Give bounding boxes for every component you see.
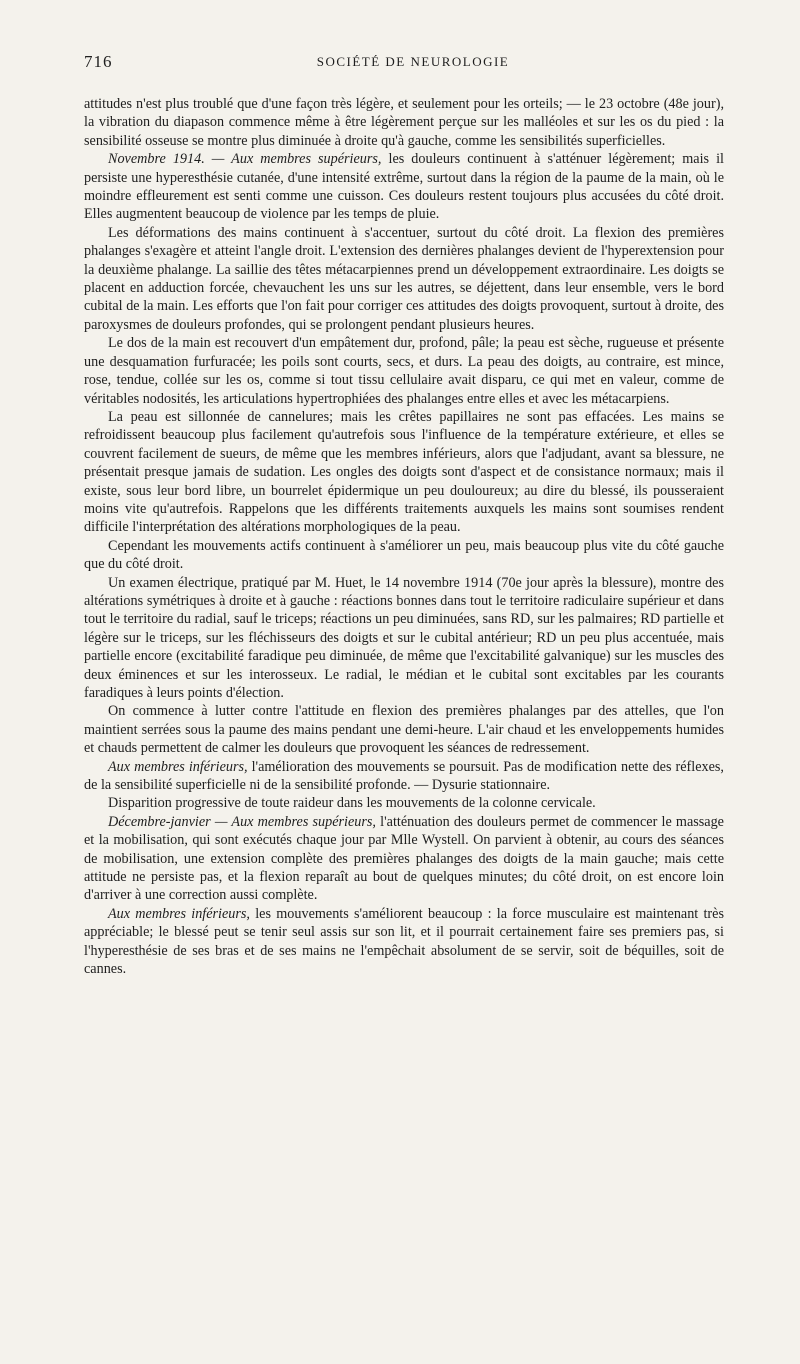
body-text	[84, 95, 724, 979]
paragraph	[84, 334, 724, 408]
paragraph-text: les mouvements s'améliorent beaucoup : la force musculaire est maintenant très appréciable; le blessé peut se tenir seul assis sur son lit, et il pourrait certainement faire ses premiers pas, si l'hyperesthésie de ses bras et de ses mains ne l'empêchait absolument de se servir, soit de béquilles, soit de cannes.	[84, 905, 724, 978]
paragraph-text: Les déformations des mains continuent à s'accentuer, surtout du côté droit. La flexion des premières phalanges s'exagère et atteint l'angle droit. L'extension des dernières phalanges devient de l'hyperextension pour la deuxième phalange. La saillie des têtes métacarpiennes prend un développement extraordinaire. Les doigts se placent en adduction forcée, chevauchent les uns sur les autres, se déjettent, dans leur ensemble, vers le bord cubital de la main. Les efforts que l'on fait pour corriger ces attitudes des doigts provoquent, surtout à droite, des paroxysmes de douleurs profondes, qui se prolongent pendant plusieurs heures.	[84, 224, 724, 333]
paragraph	[84, 905, 724, 979]
paragraph	[84, 537, 724, 574]
paragraph-text: Cependant les mouvements actifs continuent à s'améliorer un peu, mais beaucoup plus vite du côté gauche que du côté droit.	[84, 537, 724, 573]
paragraph	[84, 224, 724, 334]
running-head: SOCIÉTÉ DE NEUROLOGIE	[316, 54, 510, 69]
paragraph	[84, 702, 724, 757]
paragraph	[84, 813, 724, 905]
paragraph	[84, 758, 724, 795]
paragraph	[84, 574, 724, 703]
paragraph-text: les douleurs continuent à s'atténuer légèrement; mais il persiste une hyperesthésie cutanée, d'une intensité extrême, surtout dans la région de la paume de la main, où le moindre effleurement est senti comme une cuisson. Ces douleurs restent toujours plus accusées du côté droit. Elles augmentent beaucoup de violence par les temps de pluie.	[84, 151, 724, 223]
paragraph-text: Le dos de la main est recouvert d'un empâtement dur, profond, pâle; la peau est sèche, rugueuse et présente une desquamation furfuracée; les poils sont courts, secs, et durs. La peau des doigts, au contraire, est mince, rose, tendue, collée sur les os, comme si tout tissu cellulaire avait disparu, ce qui met en valeur, comme de véritables nodosités, les articulations hypertrophiées des phalanges entre elles et avec les métacarpiens.	[84, 335, 724, 407]
paragraph	[84, 794, 724, 812]
paragraph	[84, 408, 724, 537]
paragraph-text: l'amélioration des mouvements se poursuit. Pas de modification nette des réflexes, de la sensibilité superficielle ni de la sensibilité profonde. — Dysurie stationnaire.	[84, 758, 724, 794]
paragraph	[84, 150, 724, 224]
paragraph-lead: Aux membres inférieurs,	[108, 905, 250, 922]
paragraph-text: On commence à lutter contre l'attitude en flexion des premières phalanges par des attelles, que l'on maintient serrées sous la paume des mains pendant une demi-heure. L'air chaud et les enveloppements humides et chauds permettent de calmer les douleurs que provoquent les séances de redressement.	[84, 703, 724, 757]
paragraph-lead: Novembre 1914. — Aux membres supérieurs,	[108, 151, 382, 168]
paragraph-text: l'atténuation des douleurs permet de commencer le massage et la mobilisation, qui sont exécutés chaque jour par Mlle Wystell. On parvient à obtenir, au cours des séances de mobilisation, une extension complète des premières phalanges des doigts de la main gauche; mais cette attitude ne persiste pas, et la flexion reparaît au bout de quelques minutes; du côté droit, on est encore loin d'arriver à une correction aussi complète.	[84, 813, 724, 904]
paragraph-lead: Aux membres inférieurs,	[108, 758, 248, 775]
paragraph-text: attitudes n'est plus troublé que d'une façon très légère, et seulement pour les orteils; — le 23 octobre (48e jour), la vibration du diapason commence même à être légèrement perçue sur les malléoles et sur les os du pied : la sensibilité osseuse se montre plus diminuée à droite qu'à gauche, comme les sensibilités superficielles.	[84, 96, 724, 149]
page-header	[84, 52, 742, 76]
paragraph	[84, 95, 724, 150]
page-number: 716	[84, 52, 113, 71]
paragraph-text: Disparition progressive de toute raideur dans les mouvements de la colonne cervicale.	[108, 795, 596, 812]
paragraph-text: La peau est sillonnée de cannelures; mais les crêtes papillaires ne sont pas effacées. Les mains se refroidissent beaucoup plus facilement qu'autrefois sous l'influence de la température extérieure, et elles se couvrent facilement de sueurs, de même que les membres inférieurs, alors que l'adjudant, avant sa blessure, ne présentait presque jamais de sudation. Les ongles des doigts sont d'aspect et de consistance normaux; mais il existe, sous leur bord libre, un bourrelet épidermique un peu douloureux; au dire du blessé, ils pousseraient moins vite qu'autrefois. Rappelons que les différents traitements auxquels les mains sont soumises rendent difficile l'interprétation des altérations morphologiques de la peau.	[84, 408, 724, 536]
paragraph-lead: Décembre-janvier — Aux membres supérieurs,	[108, 813, 376, 830]
paragraph-text: Un examen électrique, pratiqué par M. Huet, le 14 novembre 1914 (70e jour après la blessure), montre des altérations symétriques à droite et à gauche : réactions bonnes dans tout le territoire radiculaire supérieur et dans tout le territoire du radial, sauf le triceps; réactions un peu diminuées, sans RD, sur les palmaires; RD partielle et légère sur le triceps, sur les fléchisseurs des doigts et sur le cubital antérieur; RD un peu plus accentuée, mais partielle encore (excitabilité faradique peu diminuée, de même que l'excitabilité galvanique) sur les muscles des deux éminences et sur les interosseux. Le radial, le médian et le cubital sont excitables par les courants faradiques à leurs points d'élection.	[84, 574, 724, 701]
